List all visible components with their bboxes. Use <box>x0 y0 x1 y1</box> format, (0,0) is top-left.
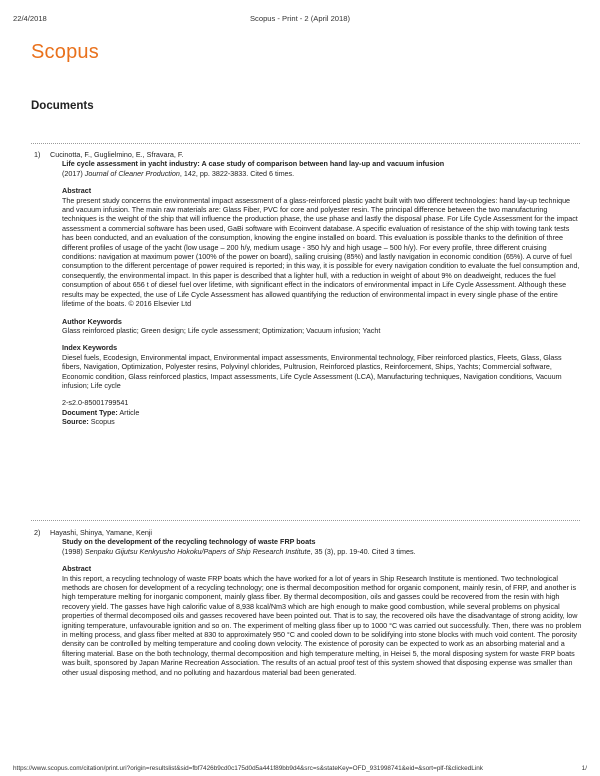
abstract-text: The present study concerns the environmental impact assessment of a glass-reinforced plastic yacht built with two different technologies: hand lay-up technique and vacuum infusion. The main raw materials are: Glass Fiber, PVC for core and polyester resin. The principal difference between the two manufacturing techniques is the weight of the ship that will influence the production phase, the use phase and lastly the disposal phase. For Life Cycle Assessment for the impact assessment a commercial software has been used, GaBi software with Ecoinvent database. A specific evaluation of resistance of the ship with towing tank tests has been conducted, and an evaluation of the consumption, knowing the engine installed on board. This evaluation is possible thanks to the definition of three different profiles of usage of the yacht (low usage – 200 h/y, medium usage - 350 h/y and high usage – 500 h/y). For every profile, three different cruising conditions: navigation at maximum power (100% of the power on board), sailing cruising (85%) and lastly navigation in economic condition (65%). A curve of fuel consumption to the different percentage of power required is reported; in this way, it is possible for every navigation condition to evaluate the fuel consumption and, consequently, the environmental impact. In this paper is described that a lighter hull, with a reduction in weight of about 9% on deadweight, reduces the fuel consumption of about 656 t of diesel fuel over lifetime, with significant effect in the indicators of environmental impact in Life Cycle Assessment. Although these results may be expected, the use of Life Cycle Assessment has allowed quantifying the reduction of environmental impact in every single phase of the entire lifetime of the boats. © 2016 Elsevier Ltd <box>62 195 580 309</box>
entry-citation: (2017) Journal of Cleaner Production, 142, pp. 3822-3833. Cited 6 times. <box>62 168 295 178</box>
index-keywords: Diesel fuels, Ecodesign, Environmental impact, Environmental impact assessments, Environmental technology, Fiber reinforced plastics, Fleets, Glass, Glass fibers, Navigation, Optimization, Polyester resins, Polyvinyl chlorides, Pultrusion, Reinforced plastics, Reinforcement, Ships, Yachts; Commercial software, Economic condition, Glass reinforced plastics, Impact assessments, Life Cycle Assessment (LCA), Manufacturing techniques, Navigation conditions, Vacuum infusion; Life cycle <box>62 352 562 390</box>
document-type: Document Type: Article <box>62 407 140 417</box>
entry-authors: Cucinotta, F., Guglielmino, E., Sfravara, F. <box>50 150 184 159</box>
divider <box>31 520 580 521</box>
print-date: 22/4/2018 <box>13 14 47 23</box>
source: Source: Scopus <box>62 417 115 427</box>
abstract-text: In this report, a recycling technology of waste FRP boats which the have worked for a lot of years in Ship Research Institute is mentioned. Two technological methods are chosen for development of a recycling technology; one is thermal decomposition method for organic component, mainly resin, of FRP, and another is high temperature melting for inorganic component, mainly glass fiber. By thermal decomposition, oils and gasses could be recovered from the resin with high recovery yield. The gasses have high calorific value of 8,938 kcal/Nm3 which are high enough to make good combustion, while several problems on physical properties of thermal decomposed oils and gasses recovered have been pointed out. That is to say, the recovered oils have the disadvantage of strong acidity, low igniting temperature, unfavourable ignition and so on. The experiment of melting glass fiber up to 1000 °C was carried out successfully. Then, there was no problem in melting process, and glass fiber melted at 830 to approximately 950 °C and cooled down to be solidifying into stone blocks with much void content. The porosity density can be controlled by melting temperature and cooling down velocity. The existence of porosity can be expected to work as an absorbing material and a filtering material. Base on the both technology, thermal decomposition and high temperature melting, in Heisei 5, the moral disposing system for waste FRP boats was built, sponsored by Japan Marine Recreation Association. The results of an actual proof test of this system showed that disposing expense was smaller than other usual disposing method, and no polluting and hazardous material bad been generated. <box>62 573 582 677</box>
document-entry <box>34 150 582 427</box>
journal-name[interactable]: Journal of Cleaner Production <box>84 168 180 178</box>
abstract-heading: Abstract <box>62 564 92 574</box>
entry-authors: Hayashi, Shinya, Yamane, Kenji <box>50 528 153 537</box>
entry-title[interactable]: Study on the development of the recycling technology of waste FRP boats <box>62 537 316 547</box>
document-entry <box>34 528 582 677</box>
divider <box>31 143 580 144</box>
footer-url: https://www.scopus.com/citation/print.uri?origin=resultslist&sid=fbf7426b9cd0c175d0d5a441f89bb9d4&src=s&stateKey=OFD_931998741&eid=&sort=plf-f&clickedLink <box>13 765 483 772</box>
entry-number: 2) <box>34 528 41 537</box>
entry-citation: (1998) Senpaku Gijutsu Kenkyusho Hokoku/Papers of Ship Research Institute, 35 (3), pp. 19-40. Cited 3 times. <box>62 546 416 556</box>
page-number: 1/ <box>581 765 587 772</box>
page-title: Documents <box>31 100 94 112</box>
scopus-logo[interactable]: Scopus <box>31 41 99 63</box>
journal-name[interactable]: Senpaku Gijutsu Kenkyusho Hokoku/Papers of Ship Research Institute <box>84 546 311 556</box>
print-header-title: Scopus - Print - 2 (April 2018) <box>249 14 351 23</box>
index-keywords-heading: Index Keywords <box>62 343 118 353</box>
abstract-heading: Abstract <box>62 186 92 196</box>
author-keywords: Glass reinforced plastic; Green design; Life cycle assessment; Optimization; Vacuum infusion; Yacht <box>62 325 381 335</box>
eid: 2-s2.0-85001799541 <box>62 398 129 408</box>
entry-number: 1) <box>34 150 41 159</box>
author-keywords-heading: Author Keywords <box>62 316 122 326</box>
entry-title[interactable]: Life cycle assessment in yacht industry: A case study of comparison between hand lay-up and vacuum infusion <box>62 159 445 169</box>
